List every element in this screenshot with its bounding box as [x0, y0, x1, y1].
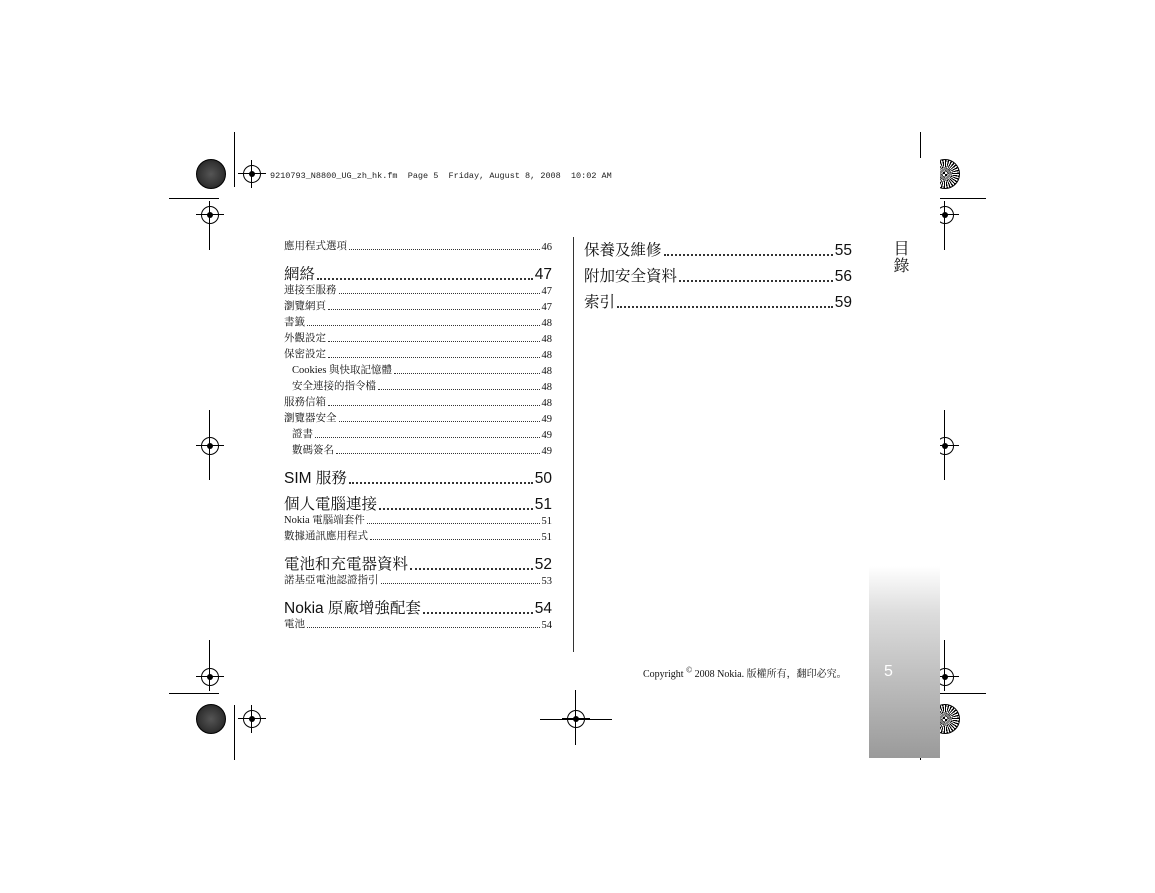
toc-leader-dots [328, 405, 540, 406]
toc-leader-dots [381, 583, 540, 584]
toc-section-entry[interactable] [284, 596, 552, 618]
toc-leader-dots [394, 373, 539, 374]
toc-subentry[interactable] [292, 442, 552, 457]
toc-entry-page: 53 [541, 576, 552, 587]
crop-mark [169, 198, 219, 199]
toc-entry-page: 54 [534, 600, 552, 617]
toc-entry-page: 54 [541, 620, 552, 631]
toc-entry-page: 52 [534, 556, 552, 573]
toc-leader-dots [617, 306, 833, 308]
toc-entry-page: 51 [541, 516, 552, 527]
toc-entry-label: 網絡 [284, 266, 316, 283]
toc-subentry[interactable] [284, 298, 552, 313]
toc-entry-page: 46 [541, 242, 552, 253]
registration-ball-icon [196, 159, 226, 189]
toc-entry-page: 48 [541, 398, 552, 409]
toc-section-entry[interactable] [284, 552, 552, 574]
toc-entry-page: 55 [834, 242, 852, 259]
toc-leader-dots [679, 280, 833, 282]
toc-entry-page: 48 [541, 366, 552, 377]
toc-leader-dots [307, 325, 540, 326]
toc-leader-dots [379, 508, 533, 510]
crop-mark [169, 693, 219, 694]
toc-entry-label: 數碼簽名 [292, 445, 334, 456]
toc-entry-label: 電池和充電器資料 [284, 556, 409, 573]
toc-entry-label: 連接至服務 [284, 285, 337, 296]
toc-subentry[interactable] [284, 330, 552, 345]
toc-entry-label: 個人電腦連接 [284, 496, 378, 513]
toc-leader-dots [423, 612, 533, 614]
sidebar-title: 目錄 [891, 240, 908, 274]
toc-entry-label: 書籤 [284, 317, 305, 328]
column-divider [573, 237, 574, 652]
toc-entry-page: 47 [541, 286, 552, 297]
toc-leader-dots [317, 278, 533, 280]
toc-leader-dots [328, 341, 540, 342]
toc-section-entry[interactable] [284, 466, 552, 488]
toc-leader-dots [378, 389, 540, 390]
toc-subentry[interactable] [284, 238, 552, 253]
toc-entry-label: 附加安全資料 [584, 268, 678, 285]
toc-leader-dots [367, 523, 540, 524]
toc-entry-label: 外觀設定 [284, 333, 326, 344]
toc-subentry[interactable] [284, 282, 552, 297]
toc-entry-label: 諾基亞電池認證指引 [284, 575, 379, 586]
registration-target-icon [201, 668, 219, 686]
toc-subentry[interactable] [284, 512, 552, 527]
toc-entry-page: 49 [541, 430, 552, 441]
toc-entry-page: 51 [534, 496, 552, 513]
registration-target-icon [243, 165, 261, 183]
toc-section-entry[interactable] [584, 238, 852, 260]
page-number: 5 [884, 663, 893, 680]
registration-target-icon [567, 710, 585, 728]
toc-entry-label: 安全連接的指令檔 [292, 381, 376, 392]
toc-entry-label: 數據通訊應用程式 [284, 531, 368, 542]
crop-mark [940, 198, 986, 199]
toc-entry-label: 索引 [584, 294, 616, 311]
toc-leader-dots [349, 482, 533, 484]
toc-entry-page: 49 [541, 414, 552, 425]
toc-entry-label: 證書 [292, 429, 313, 440]
registration-target-icon [201, 206, 219, 224]
toc-leader-dots [336, 453, 540, 454]
crop-mark [234, 132, 235, 187]
copyright-notice [643, 665, 847, 680]
toc-entry-page: 59 [834, 294, 852, 311]
toc-entry-page: 47 [541, 302, 552, 313]
toc-subentry[interactable] [292, 378, 552, 393]
toc-entry-page: 47 [534, 266, 552, 283]
toc-leader-dots [315, 437, 540, 438]
toc-entry-page: 49 [541, 446, 552, 457]
toc-subentry[interactable] [284, 572, 552, 587]
toc-entry-label: 保密設定 [284, 349, 326, 360]
toc-leader-dots [410, 568, 533, 570]
toc-section-entry[interactable] [284, 262, 552, 284]
toc-section-entry[interactable] [284, 492, 552, 514]
toc-entry-page: 51 [541, 532, 552, 543]
crop-mark [234, 705, 235, 760]
toc-leader-dots [328, 309, 540, 310]
toc-entry-label: Nokia 電腦端套件 [284, 515, 365, 526]
toc-subentry[interactable] [284, 346, 552, 361]
toc-subentry[interactable] [284, 528, 552, 543]
toc-leader-dots [339, 293, 540, 294]
toc-entry-page: 48 [541, 382, 552, 393]
registration-ball-icon [196, 704, 226, 734]
toc-subentry[interactable] [284, 314, 552, 329]
toc-entry-page: 50 [534, 470, 552, 487]
copyright-prefix: Copyright [643, 669, 684, 680]
toc-entry-label: 電池 [284, 619, 305, 630]
toc-entry-page: 48 [541, 334, 552, 345]
toc-leader-dots [664, 254, 833, 256]
registration-target-icon [201, 437, 219, 455]
toc-entry-label: 瀏覽網頁 [284, 301, 326, 312]
toc-subentry[interactable] [292, 426, 552, 441]
toc-entry-page: 48 [541, 318, 552, 329]
registration-target-icon [243, 710, 261, 728]
toc-subentry[interactable] [284, 410, 552, 425]
toc-entry-label: Nokia 原廠增強配套 [284, 600, 421, 617]
copyright-text: 2008 Nokia. 版權所有，翻印必究。 [694, 669, 847, 680]
toc-entry-label: 瀏覽器安全 [284, 413, 337, 424]
toc-subentry[interactable] [292, 362, 552, 377]
toc-entry-page: 48 [541, 350, 552, 361]
toc-subentry[interactable] [284, 616, 552, 631]
toc-section-entry[interactable] [584, 290, 852, 312]
toc-leader-dots [328, 357, 540, 358]
toc-leader-dots [339, 421, 540, 422]
toc-entry-label: 應用程式選項 [284, 241, 347, 252]
toc-subentry[interactable] [284, 394, 552, 409]
toc-leader-dots [349, 249, 540, 250]
toc-entry-label: 保養及維修 [584, 242, 662, 259]
toc-leader-dots [307, 627, 540, 628]
crop-mark [940, 693, 986, 694]
toc-entry-page: 56 [834, 268, 852, 285]
toc-entry-label: SIM 服務 [284, 470, 347, 487]
toc-leader-dots [370, 539, 540, 540]
toc-entry-label: 服務信箱 [284, 397, 326, 408]
toc-section-entry[interactable] [584, 264, 852, 286]
copyright-symbol: © [686, 665, 693, 675]
toc-entry-label: Cookies 與快取記憶體 [292, 365, 393, 376]
print-slug: 9210793_N8800_UG_zh_hk.fm Page 5 Friday, August 8, 2008 10:02 AM [270, 171, 612, 181]
